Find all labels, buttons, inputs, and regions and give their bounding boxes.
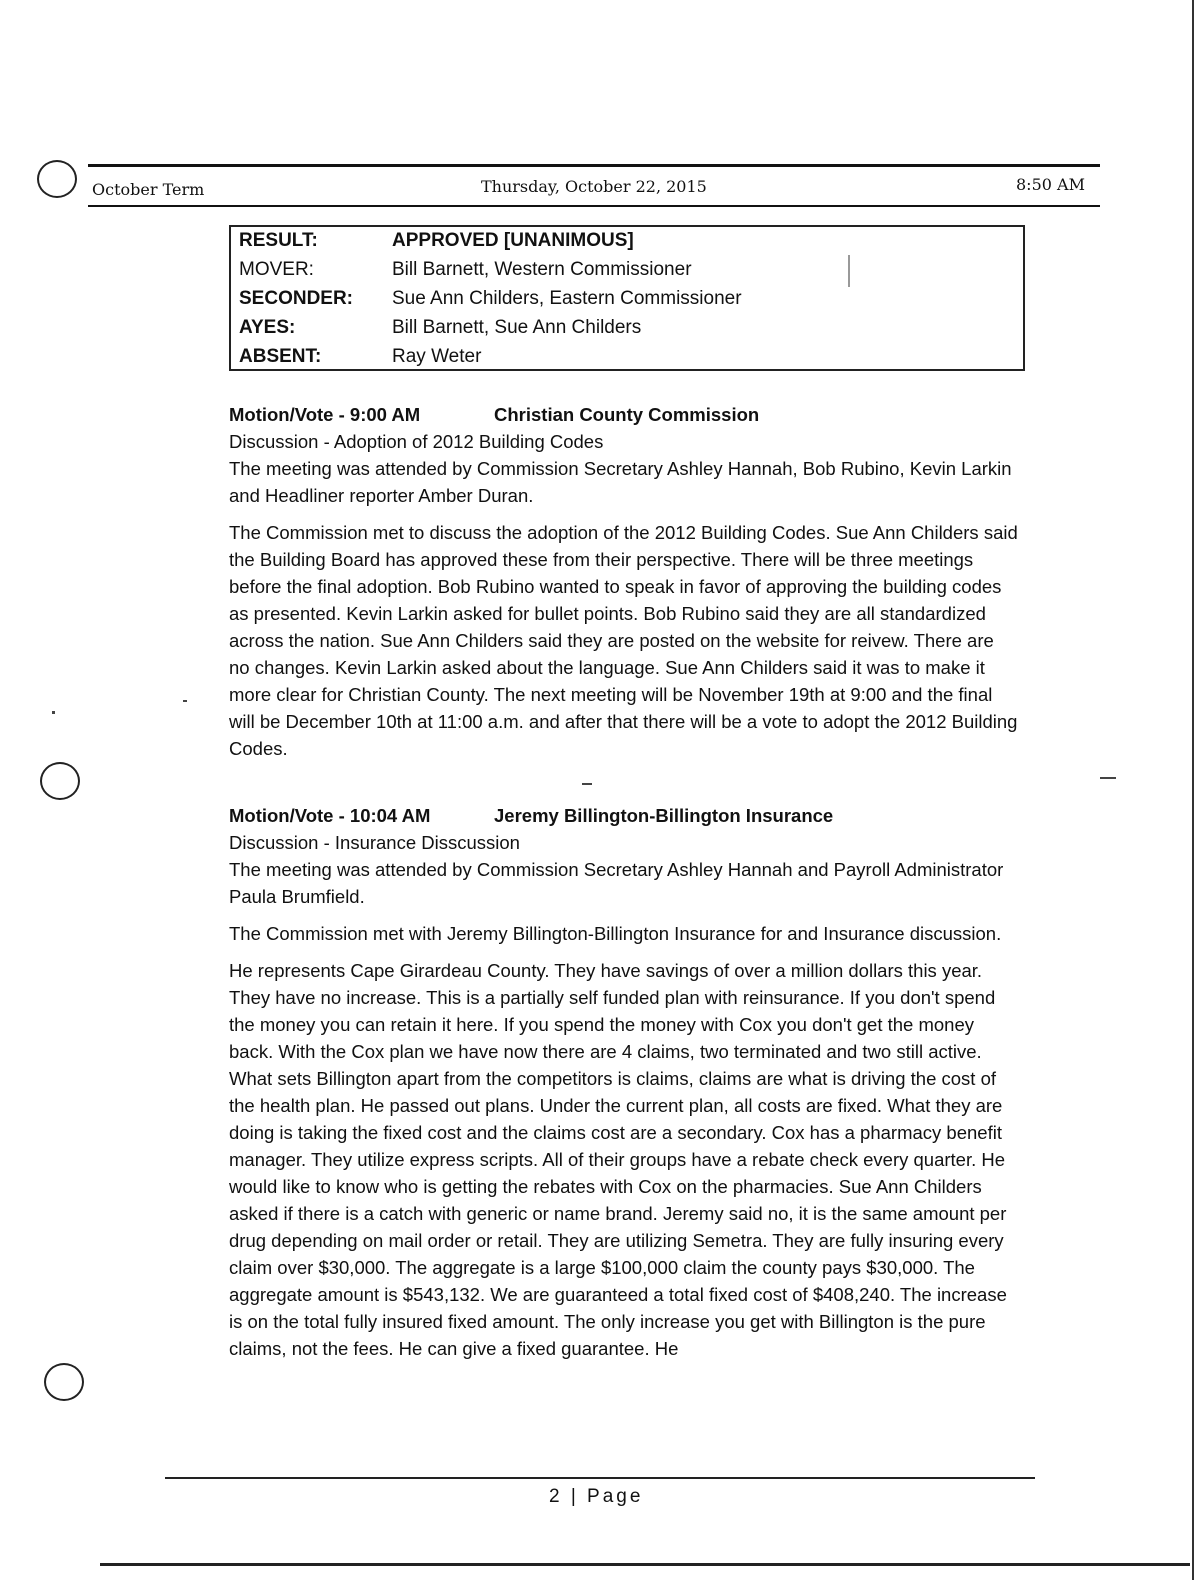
- vote-value: Bill Barnett, Western Commissioner: [392, 259, 692, 280]
- header-rule: [88, 205, 1100, 207]
- punch-hole: [40, 762, 80, 800]
- header-term: October Term: [92, 180, 205, 199]
- scan-speck: [183, 700, 187, 702]
- footer-rule: [165, 1477, 1035, 1479]
- punch-hole: [44, 1363, 84, 1401]
- vote-value: Sue Ann Childers, Eastern Commissioner: [392, 288, 742, 309]
- vote-label: ABSENT:: [239, 346, 322, 367]
- header-date: Thursday, October 22, 2015: [481, 177, 707, 196]
- vote-label: SECONDER:: [239, 288, 354, 309]
- scan-speck: [582, 783, 592, 785]
- vote-value: Ray Weter: [392, 346, 482, 367]
- agenda-section: [229, 401, 1019, 762]
- scan-bottom-edge: [100, 1563, 1190, 1566]
- attendance-paragraph: The meeting was attended by Commission Secretary Ashley Hannah and Payroll Administrator Paula Brumfield.: [229, 859, 1004, 907]
- agenda-section: [229, 802, 1019, 1362]
- motion-heading: [229, 802, 1019, 829]
- vote-value: Bill Barnett, Sue Ann Childers: [392, 317, 642, 338]
- motion-heading: [229, 401, 1019, 428]
- scan-speck: [1100, 777, 1116, 779]
- body-paragraph: The Commission met to discuss the adoption of the 2012 Building Codes. Sue Ann Childers said the Building Board has approved these from their perspective. There will be three meetings before the final adoption. Bob Rubino wanted to speak in favor of approving the building codes as presented. Kevin Larkin asked for bullet points. Bob Rubino said they are all standardized across the nation. Sue Ann Childers said they are posted on the website for reivew. There are no changes. Kevin Larkin asked about the language. Sue Ann Childers said it was to make it more clear for Christian County. The next meeting will be November 19th at 9:00 and the final will be December 10th at 11:00 a.m. and after that there will be a vote to adopt the 2012 Building Codes.: [229, 522, 1018, 759]
- vote-value: APPROVED [UNANIMOUS]: [392, 230, 634, 251]
- motion-subject: Christian County Commission: [494, 404, 760, 425]
- page-number: 2 | Page: [549, 1486, 644, 1507]
- vote-label: AYES:: [239, 317, 296, 338]
- punch-hole: [37, 160, 77, 198]
- vote-label: RESULT:: [239, 230, 318, 251]
- discussion-line: Discussion - Adoption of 2012 Building Codes: [229, 431, 604, 452]
- motion-subject: Jeremy Billington-Billington Insurance: [494, 805, 834, 826]
- scan-edge: [1192, 0, 1194, 1580]
- header-rule: [88, 164, 1100, 167]
- attendance-paragraph: The meeting was attended by Commission Secretary Ashley Hannah, Bob Rubino, Kevin Larkin and Headliner reporter Amber Duran.: [229, 458, 1012, 506]
- body-paragraph: He represents Cape Girardeau County. They have savings of over a million dollars this year. They have no increase. This is a partially self funded plan with reinsurance. If you don't spend the money you can retain it here. If you spend the money with Cox you don't get the money back. With the Cox plan we have now there are 4 claims, two terminated and two still active. What sets Billington apart from the competitors is claims, claims are what is driving the cost of the health plan. He passed out plans. Under the current plan, all costs are fixed. What they are doing is taking the fixed cost and the claims cost are a secondary. Cox has a pharmacy benefit manager. They utilize express scripts. All of their groups have a rebate check every quarter. He would like to know who is getting the rebates with Cox on the pharmacies. Sue Ann Childers asked if there is a catch with generic or name brand. Jeremy said no, it is the same amount per drug depending on mail order or retail. They are utilizing Semetra. They are fully insuring every claim over $30,000. The aggregate is a large $100,000 claim the county pays $30,000. The aggregate amount is $543,132. We are guaranteed a total fixed cost of $408,240. The increase is on the total fully insured fixed amount. The only increase you get with Billington is the pure claims, not the fees. He can give a fixed guarantee. He: [229, 960, 1007, 1359]
- motion-time: Motion/Vote - 9:00 AM: [229, 404, 421, 425]
- vote-label: MOVER:: [239, 259, 314, 280]
- motion-time: Motion/Vote - 10:04 AM: [229, 805, 431, 826]
- vote-result-box: [229, 225, 1025, 371]
- body-paragraph: The Commission met with Jeremy Billington-Billington Insurance for and Insurance discussion.: [229, 923, 1002, 944]
- scan-speck: [52, 711, 55, 714]
- header-time: 8:50 AM: [1016, 175, 1085, 194]
- discussion-line: Discussion - Insurance Disscussion: [229, 832, 520, 853]
